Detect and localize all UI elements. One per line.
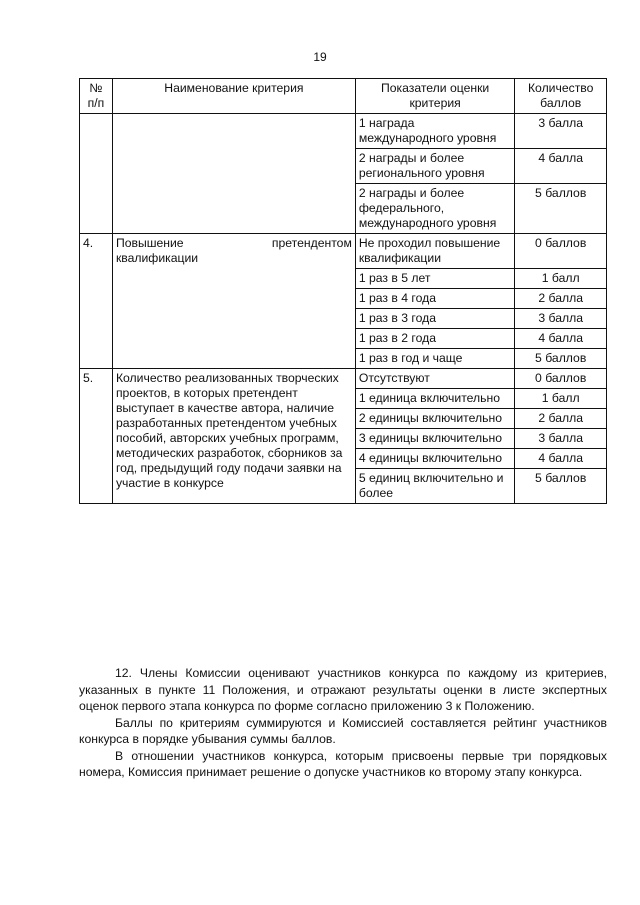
cell-indicator: 1 награда международного уровня: [355, 114, 515, 149]
cell-indicator: Отсутствуют: [355, 369, 515, 389]
cell-score: 5 баллов: [515, 349, 607, 369]
cell-score: 5 баллов: [515, 469, 607, 504]
header-number: № п/п: [80, 79, 113, 114]
cell-criterion-name: [112, 114, 355, 234]
cell-score: 2 балла: [515, 289, 607, 309]
paragraph: Баллы по критериям суммируются и Комиссией составляется рейтинг участников конкурса в порядке убывания суммы баллов.: [79, 715, 607, 746]
cell-criterion-name: [112, 234, 355, 369]
cell-score: 4 балла: [515, 329, 607, 349]
cell-indicator: 1 раз в 3 года: [355, 309, 515, 329]
table-header-row: [80, 79, 607, 114]
cell-score: 3 балла: [515, 114, 607, 149]
body-text: [79, 665, 607, 781]
cell-indicator: 2 награды и более федерального, международного уровня: [355, 184, 515, 234]
cell-indicator: 3 единицы включительно: [355, 429, 515, 449]
cell-score: 4 балла: [515, 149, 607, 184]
header-score: Количество баллов: [515, 79, 607, 114]
cell-indicator: 1 раз в 2 года: [355, 329, 515, 349]
paragraph: 12. Члены Комиссии оценивают участников конкурса по каждому из критериев, указанных в пункте 11 Положения, и отражают результаты оценки в листе экспертных оценок первого этапа конкурса по форме согласно приложению 3 к Положению.: [79, 666, 607, 713]
cell-score: 0 баллов: [515, 234, 607, 269]
cell-number: 5.: [80, 369, 113, 504]
cell-indicator: 2 единицы включительно: [355, 409, 515, 429]
cell-score: 4 балла: [515, 449, 607, 469]
cell-indicator: 2 награды и более регионального уровня: [355, 149, 515, 184]
cell-indicator: 5 единиц включительно и более: [355, 469, 515, 504]
cell-indicator: 4 единицы включительно: [355, 449, 515, 469]
table-row: [80, 114, 607, 149]
cell-score: 5 баллов: [515, 184, 607, 234]
cell-indicator: Не проходил повышение квалификации: [355, 234, 515, 269]
header-criterion-name: Наименование критерия: [112, 79, 355, 114]
cell-indicator: 1 раз в 5 лет: [355, 269, 515, 289]
table-row: [80, 369, 607, 389]
cell-score: 3 балла: [515, 309, 607, 329]
cell-number: [80, 114, 113, 234]
cell-score: 1 балл: [515, 389, 607, 409]
cell-score: 3 балла: [515, 429, 607, 449]
cell-score: 0 баллов: [515, 369, 607, 389]
cell-score: 2 балла: [515, 409, 607, 429]
cell-indicator: 1 раз в 4 года: [355, 289, 515, 309]
paragraph: В отношении участников конкурса, которым присвоены первые три порядковых номера, Комиссия принимает решение о допуске участников ко второму этапу конкурса.: [79, 748, 607, 779]
page-number: 19: [313, 50, 327, 64]
criterion-name-line: квалификации: [115, 251, 199, 265]
cell-number: 4.: [80, 234, 113, 369]
cell-indicator: 1 единица включительно: [355, 389, 515, 409]
cell-criterion-name: Количество реализованных творческих проектов, в которых претендент выступает в качестве автора, наличие разработанных претендентом учебных пособий, авторских учебных программ, методических разработок, сборников за год, предыдущий году подачи заявки на участие в конкурсе: [112, 369, 355, 504]
criteria-table: [79, 78, 607, 504]
criterion-name-line: Повышение претендентом: [115, 236, 352, 250]
header-indicators: Показатели оценки критерия: [355, 79, 515, 114]
table-row: [80, 234, 607, 269]
cell-indicator: 1 раз в год и чаще: [355, 349, 515, 369]
cell-score: 1 балл: [515, 269, 607, 289]
